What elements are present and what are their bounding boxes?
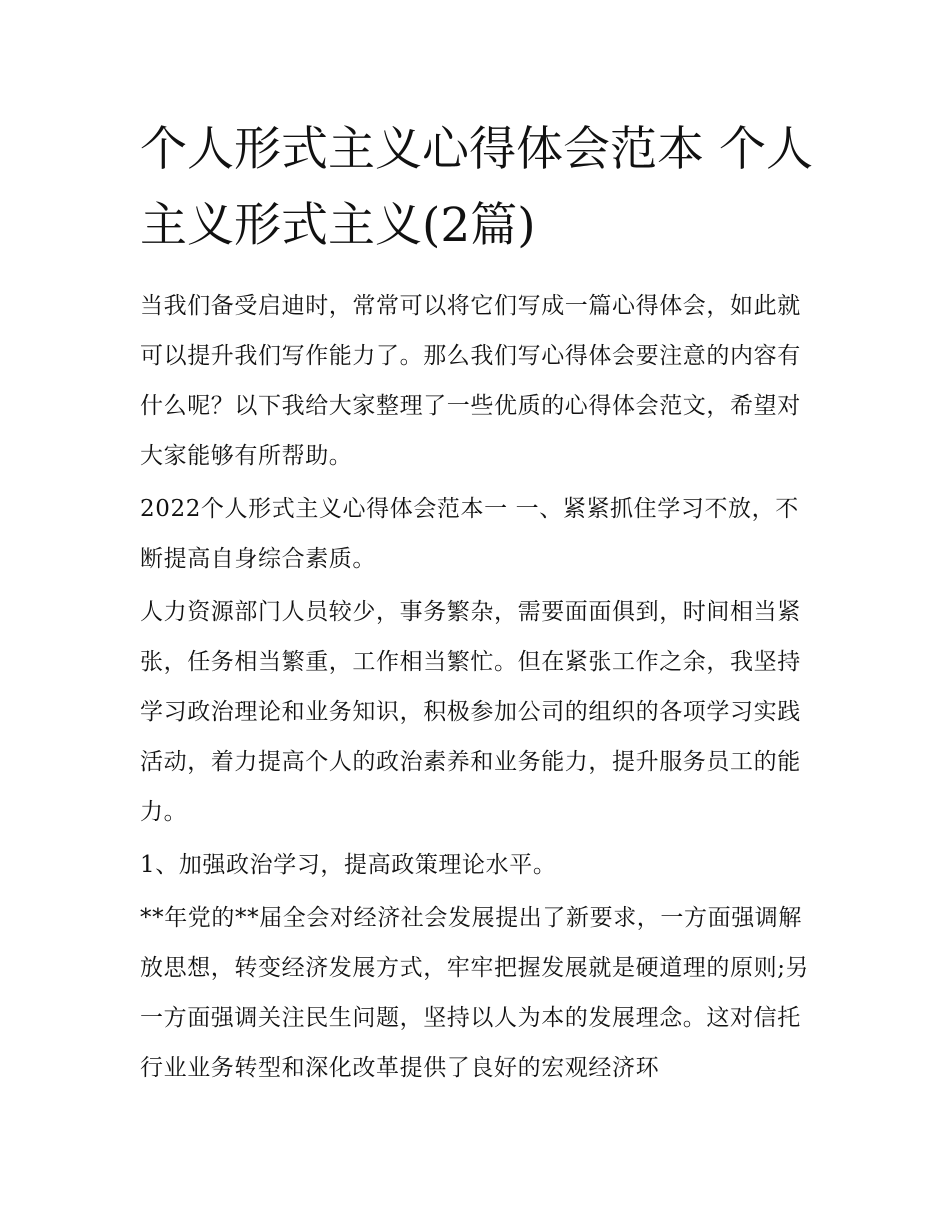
- document-body: [140, 281, 820, 1096]
- paragraph-intro: 当我们备受启迪时，常常可以将它们写成一篇心得体会，如此就可以提升我们写作能力了。那么我们写心得体会要注意的内容有什么呢？以下我给大家整理了一些优质的心得体会范文，希望对大家能够有所帮助。: [140, 293, 801, 469]
- document-title: 个人形式主义心得体会范本 个人主义形式主义(2篇): [140, 122, 813, 253]
- paragraph-party-session: **年党的**届全会对经济社会发展提出了新要求，一方面强调解放思想，转变经济发展方式，牢牢把握发展就是硬道理的原则;另一方面强调关注民生问题，坚持以人为本的发展理念。这对信托行业业务转型和深化改革提供了良好的宏观经济环: [140, 905, 810, 1081]
- paragraph-subheading: 1、加强政治学习，提高政策理论水平。: [140, 852, 557, 878]
- paragraph-section-heading: 2022个人形式主义心得体会范本一 一、紧紧抓住学习不放，不断提高自身综合素质。: [140, 496, 799, 572]
- paragraph-hr-department: 人力资源部门人员较少，事务繁杂，需要面面俱到，时间相当紧张，任务相当繁重，工作相当繁忙。但在紧张工作之余，我坚持学习政治理论和业务知识，积极参加公司的组织的各项学习实践活动，着力提高个人的政治素养和业务能力，提升服务员工的能力。: [140, 599, 801, 825]
